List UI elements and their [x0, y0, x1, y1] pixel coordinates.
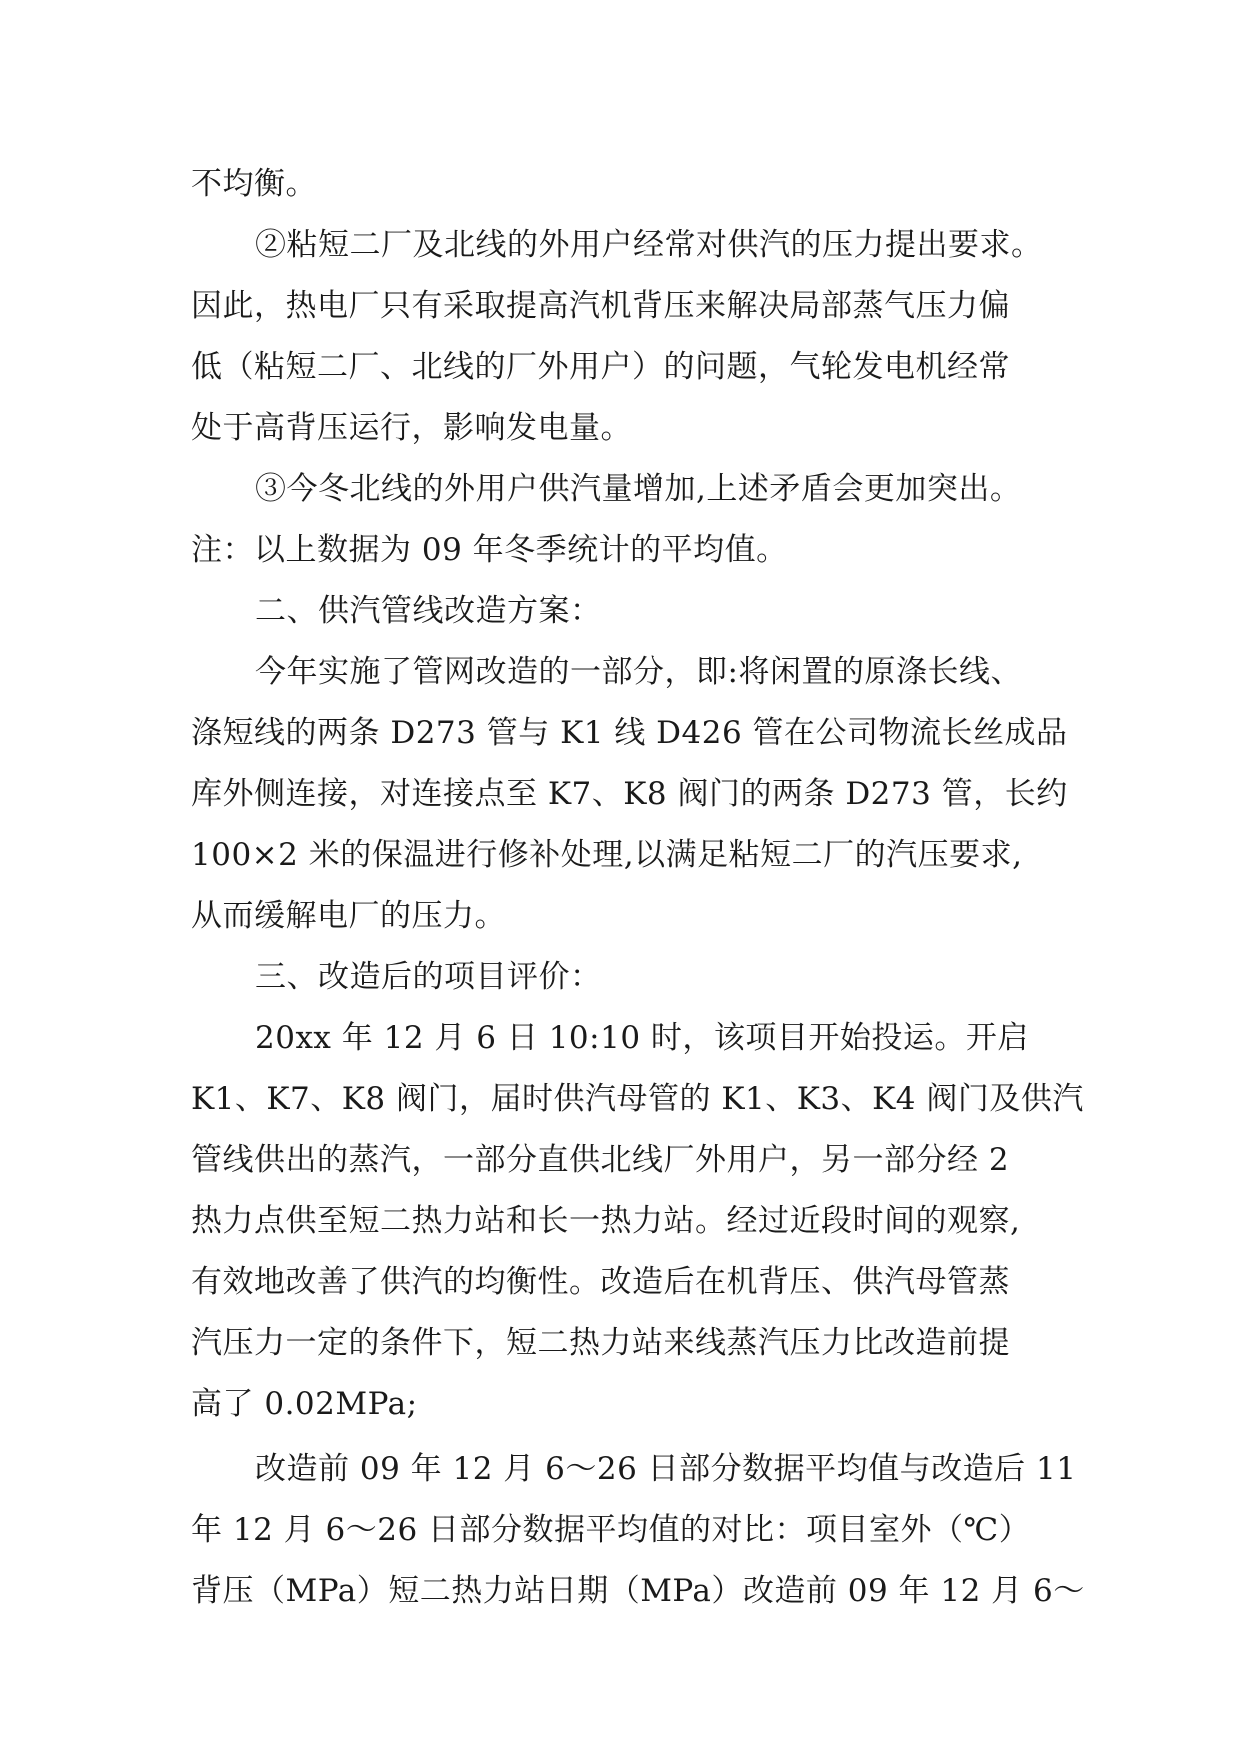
text-line: 汽压力一定的条件下，短二热力站来线蒸汽压力比改造前提 — [191, 1325, 1010, 1361]
text-line: 不均衡。 — [191, 166, 317, 202]
text-line: ③今冬北线的外用户供汽量增加,上述矛盾会更加突出。 — [255, 471, 1022, 507]
text-line: 20xx 年 12 月 6 日 10:10 时，该项目开始投运。开启 — [255, 1020, 1029, 1056]
text-line: K1、K7、K8 阀门，届时供汽母管的 K1、K3、K4 阀门及供汽 — [191, 1081, 1084, 1117]
text-line: 年 12 月 6～26 日部分数据平均值的对比：项目室外（℃） — [191, 1512, 1031, 1548]
text-line: 今年实施了管网改造的一部分，即:将闲置的原涤长线、 — [255, 654, 1022, 690]
section-heading: 三、改造后的项目评价： — [255, 959, 602, 995]
text-line: 管线供出的蒸汽，一部分直供北线厂外用户，另一部分经 2 — [191, 1142, 1010, 1178]
document-body — [191, 154, 1085, 1622]
text-line: 100×2 米的保温进行修补处理,以满足粘短二厂的汽压要求, — [191, 837, 1023, 873]
text-line: 改造前 09 年 12 月 6～26 日部分数据平均值与改造后 11 — [255, 1451, 1077, 1487]
text-line: 有效地改善了供汽的均衡性。改造后在机背压、供汽母管蒸 — [191, 1264, 1010, 1300]
text-line: 低（粘短二厂、北线的厂外用户）的问题，气轮发电机经常 — [191, 349, 1010, 385]
text-line: ②粘短二厂及北线的外用户经常对供汽的压力提出要求。 — [255, 227, 1043, 263]
text-line: 从而缓解电厂的压力。 — [191, 898, 506, 934]
text-line: 高了 0.02MPa; — [191, 1386, 418, 1422]
text-line: 库外侧连接，对连接点至 K7、K8 阀门的两条 D273 管，长约 — [191, 776, 1068, 812]
text-line: 处于高背压运行，影响发电量。 — [191, 410, 632, 446]
text-line: 背压（MPa）短二热力站日期（MPa）改造前 09 年 12 月 6～ — [191, 1573, 1085, 1609]
text-line: 热力点供至短二热力站和长一热力站。经过近段时间的观察, — [191, 1203, 1021, 1239]
section-heading: 二、供汽管线改造方案： — [255, 593, 602, 629]
text-line: 注：以上数据为 09 年冬季统计的平均值。 — [191, 532, 788, 568]
text-line: 涤短线的两条 D273 管与 K1 线 D426 管在公司物流长丝成品 — [191, 715, 1068, 751]
text-line: 因此，热电厂只有采取提高汽机背压来解决局部蒸气压力偏 — [191, 288, 1010, 324]
